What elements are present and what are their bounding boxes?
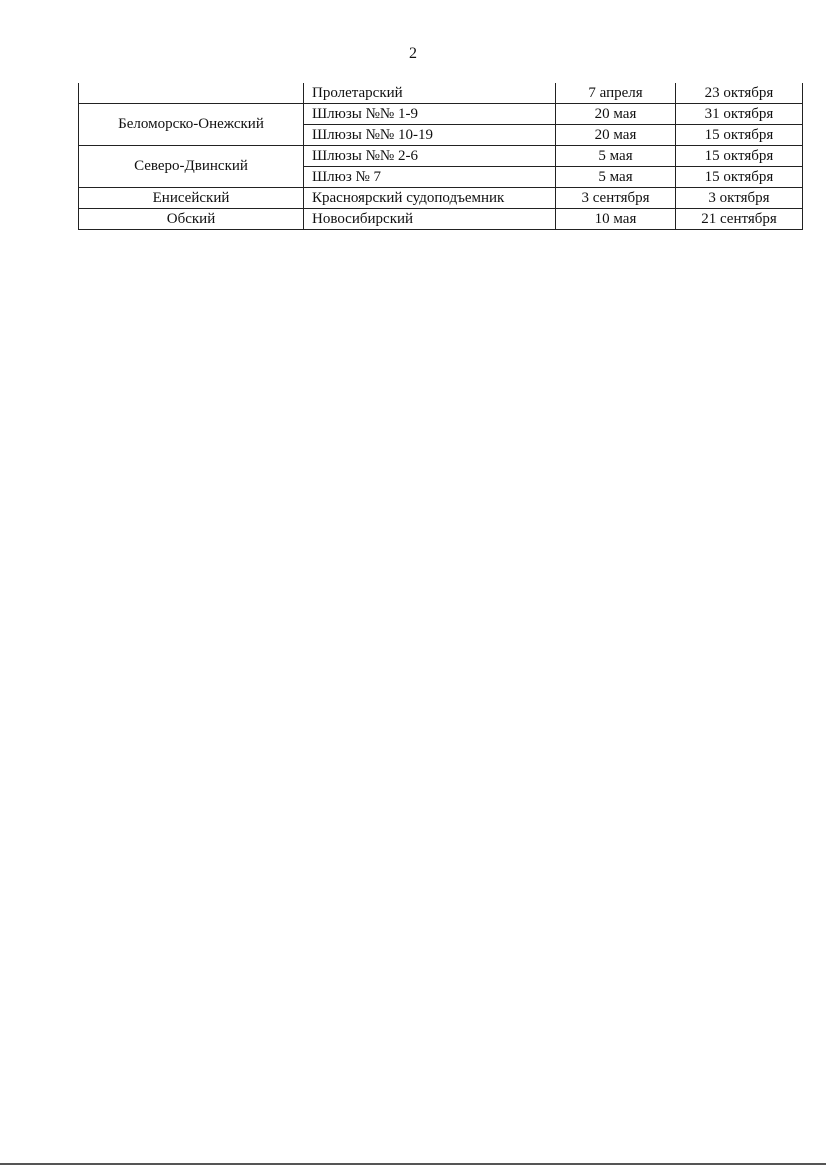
close-date-cell: 15 октября	[676, 125, 803, 146]
structure-cell: Пролетарский	[304, 83, 556, 104]
table-row	[79, 188, 803, 209]
structure-cell: Шлюзы №№ 10-19	[304, 125, 556, 146]
table-row	[79, 104, 803, 125]
close-date-cell: 21 сентября	[676, 209, 803, 230]
open-date-cell: 20 мая	[556, 125, 676, 146]
basin-cell: Северо-Двинский	[79, 146, 304, 188]
open-date-cell: 3 сентября	[556, 188, 676, 209]
basin-cell: Беломорско-Онежский	[79, 104, 304, 146]
page-bottom-edge	[0, 1163, 826, 1165]
basin-cell	[79, 83, 304, 104]
table-row	[79, 209, 803, 230]
table-row	[79, 146, 803, 167]
navigation-schedule-table	[78, 83, 803, 230]
structure-cell: Шлюз № 7	[304, 167, 556, 188]
table-row	[79, 83, 803, 104]
open-date-cell: 7 апреля	[556, 83, 676, 104]
page-number: 2	[409, 45, 417, 62]
structure-cell: Новосибирский	[304, 209, 556, 230]
structure-cell: Красноярский судоподъемник	[304, 188, 556, 209]
open-date-cell: 5 мая	[556, 146, 676, 167]
close-date-cell: 15 октября	[676, 167, 803, 188]
open-date-cell: 10 мая	[556, 209, 676, 230]
basin-cell: Енисейский	[79, 188, 304, 209]
structure-cell: Шлюзы №№ 2-6	[304, 146, 556, 167]
structure-cell: Шлюзы №№ 1-9	[304, 104, 556, 125]
open-date-cell: 20 мая	[556, 104, 676, 125]
close-date-cell: 23 октября	[676, 83, 803, 104]
open-date-cell: 5 мая	[556, 167, 676, 188]
basin-cell: Обский	[79, 209, 304, 230]
close-date-cell: 31 октября	[676, 104, 803, 125]
close-date-cell: 3 октября	[676, 188, 803, 209]
close-date-cell: 15 октября	[676, 146, 803, 167]
